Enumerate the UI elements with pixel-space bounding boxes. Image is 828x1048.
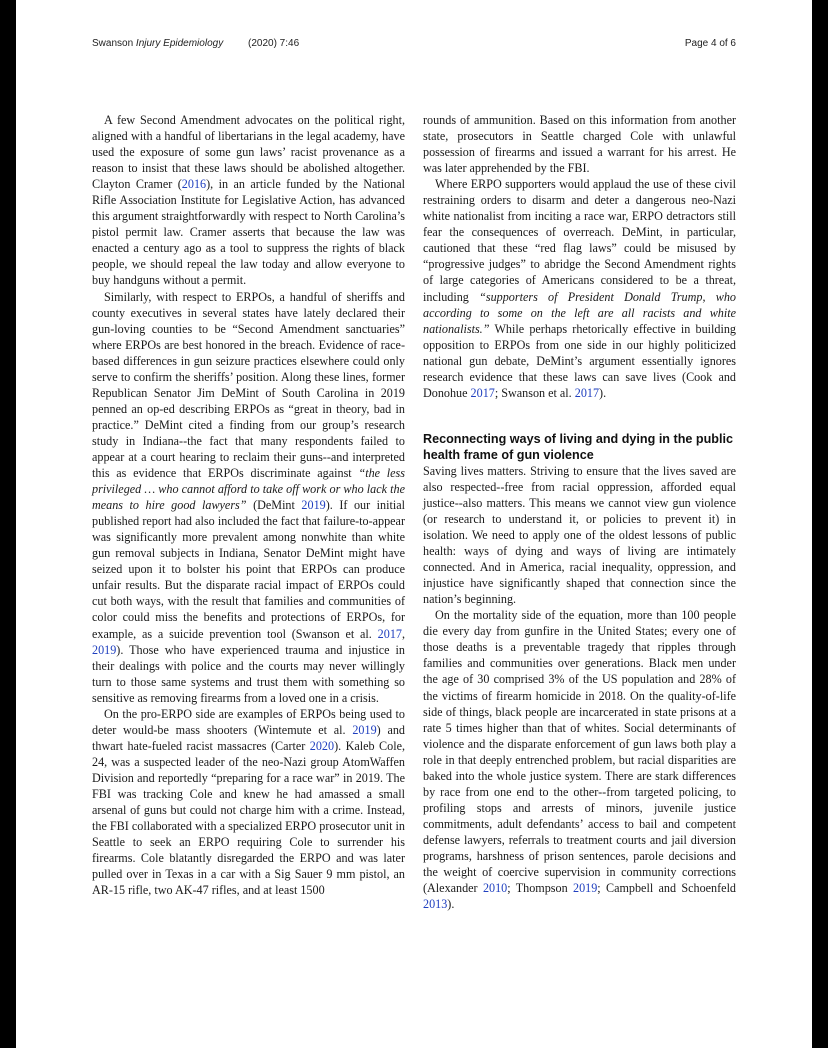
paragraph: [423, 176, 736, 401]
header-journal: [92, 38, 223, 49]
right-column: [423, 112, 736, 912]
text-run: ). Those who have experienced trauma and injustice in their dealings with police and the courts may never willingly turn to those same systems and trust them with something so sensitive as removing firearms from a loved one in a crisis.: [92, 642, 405, 705]
text-run: (DeMint: [246, 498, 302, 513]
text-run: ; Swanson et al.: [494, 385, 575, 400]
paragraph: rounds of ammunition. Based on this information from another state, prosecutors in Seattle charged Cole with unlawful possession of firearms and issued a warrant for his arrest. He was later apprehended by the FBI.: [423, 113, 736, 176]
text-run: Where ERPO supporters would applaud the use of these civil restraining orders to disarm and deter a dangerous neo-Nazi white nationalist from inciting a race war, ERPO detractors still fear the consequences of overreach. DeMint, in particular, cautioned that these “red flag laws” could be misused by “progressive judges” to abridge the Second Amendment rights of large categories of Americans considered to be a threat, including: [423, 177, 736, 304]
citation-link[interactable]: 2017: [377, 626, 402, 641]
text-run: On the mortality side of the equation, more than 100 people die every day from gunfire in the United States; every one of those deaths is a preventable tragedy that ripples through families and communities over generations. Black men under the age of 30 comprised 3% of the US population and 28% of the victims of firearm homicide in 2018. On the quality-of-life side of things, black people are incarcerated in state prisons at a rate 5 times higher than that of whites. Social determinants of violence and the disparate enforcement of gun laws both play a role in that deeply entrenched problem, but racial disparities are baked into the whole justice system. There are stark differences by race from one end to the other--from targeted policing, to profiling stops and arrests of minors, juvenile justice commitments, adult defendants’ access to bail and competent defense lawyers, referrals to treatment courts and jail diversion programs, harshness of prison sentences, parole decisions and the weight of coercive supervision in community corrections (Alexander: [423, 608, 736, 896]
text-run: ,: [401, 626, 405, 641]
paragraph: [92, 112, 405, 289]
text-run: While perhaps rhetorically effective in building opposition to ERPOs from one side in our highly politicized national gun debate, DeMint’s argument essentially ignores research evidence that these laws can save lives (Cook and Donohue: [423, 321, 736, 400]
citation-link[interactable]: 2019: [92, 642, 117, 657]
citation-link[interactable]: 2019: [301, 498, 326, 513]
citation-link[interactable]: 2013: [423, 897, 448, 912]
paragraph: [92, 289, 405, 706]
text-run: A few Second Amendment advocates on the political right, aligned with a handful of libertarians in the legal academy, have used the exposure of some gun laws’ racist provenance as a reason to insist that these laws should be abolished altogether. Clayton Cramer (: [92, 113, 405, 192]
citation-link[interactable]: 2010: [482, 881, 508, 896]
text-run: ) and thwart hate-fueled racist massacres (Carter: [92, 722, 405, 753]
header-year-volume: (2020) 7:46: [248, 38, 300, 49]
paragraph: [423, 607, 736, 912]
text-run: Similarly, with respect to ERPOs, a handful of sheriffs and county executives in several states have lately declared their gun-loving counties to be “Second Amendment sanctuaries” where ERPOs are best honored in the breach. Evidence of race-based differences in gun seizure practices elsewhere could only serve to confirm the sheriffs’ position. Along these lines, former Republican Senator Jim DeMint of South Carolina in 2019 penned an op-ed describing ERPOs as “great in theory, bad in practice.” DeMint cited a finding from our group’s research study in Indiana--the fact that many respondents failed to appear at a court hearing to reclaim their guns--and interpreted this as evidence that ERPOs discriminate against: [92, 289, 405, 481]
citation-link[interactable]: 2020: [309, 738, 335, 753]
paragraph: [92, 706, 405, 899]
text-run: ; Thompson: [507, 881, 573, 896]
running-header: [92, 38, 736, 52]
text-run: On the pro-ERPO side are examples of ERPOs being used to deter would-be mass shooters (Wintemute et al.: [92, 706, 405, 737]
citation-link[interactable]: 2016: [181, 177, 207, 192]
text-run: ). If our initial published report had also included the fact that failure-to-appear was significantly more prevalent among nonwhite than white gun removal subjects in Indiana, Senator DeMint might have seized upon it to bolster his point that ERPOs can produce unfair results. But the disparate racial impact of ERPOs could cut both ways, with the result that families and communities of color could miss the benefits and protections of ERPOs, for example, as a suicide prevention tool (Swanson et al.: [92, 498, 405, 641]
paper-page: [16, 0, 812, 1048]
paragraph: Saving lives matters. Striving to ensure that the lives saved are also respected--free from racial oppression, afforded equal justice--also matters. This means we cannot view gun violence (or research to understand it, or policies to prevent it) in isolation. We need to apply one of the oldest lessons of public health: ways of dying and ways of living are intimately connected. And in America, racial inequality, oppression, and injustice have significantly shaped that connection since the nation’s beginning.: [423, 463, 736, 607]
citation-link[interactable]: 2017: [470, 385, 495, 400]
quote-text: “the less privileged … who cannot afford to take off work or who lack the means to hire good lawyers”: [92, 466, 405, 513]
citation-link[interactable]: 2019: [573, 881, 598, 896]
text-run: ).: [447, 897, 455, 912]
text-run: ; Campbell and Schoenfeld: [597, 881, 737, 896]
citation-link[interactable]: 2019: [352, 722, 377, 737]
text-run: ). Kaleb Cole, 24, was a suspected leader of the neo-Nazi group AtomWaffen Division and reportedly “preparing for a race war” in 2019. The FBI was tracking Cole and knew he had amassed a small arsenal of guns but could not charge him with a crime. Instead, the FBI collaborated with a specialized ERPO prosecutor unit in Seattle to seek an ERPO requiring Cole to surrender his firearms. Cole blatantly disregarded the ERPO and was later pulled over in Texas in a car with a Sig Sauer 9 mm pistol, an AR-15 rifle, two AK-47 rifles, and at least 1500: [92, 738, 406, 898]
header-journal-name: Injury Epidemiology: [135, 38, 224, 49]
citation-link[interactable]: 2017: [574, 385, 600, 400]
left-column: [92, 112, 405, 898]
text-run: ).: [599, 385, 607, 400]
header-page-number: Page 4 of 6: [684, 38, 736, 49]
header-author: Swanson: [92, 38, 134, 49]
section-heading: Reconnecting ways of living and dying in the public health frame of gun violence: [423, 431, 733, 462]
quote-text: “supporters of President Donald Trump, who according to some on the left are all racists and white nationalists.”: [423, 289, 736, 336]
text-run: ), in an article funded by the National Rifle Association Institute for Legislative Action, has advanced this argument straightforwardly with respect to North Carolina’s pistol permit law. Cramer asserts that because the law was enacted a century ago as a tool to suppress the rights of black people, we should repeal the law today and allow everyone to buy handguns without a permit.: [92, 177, 406, 288]
